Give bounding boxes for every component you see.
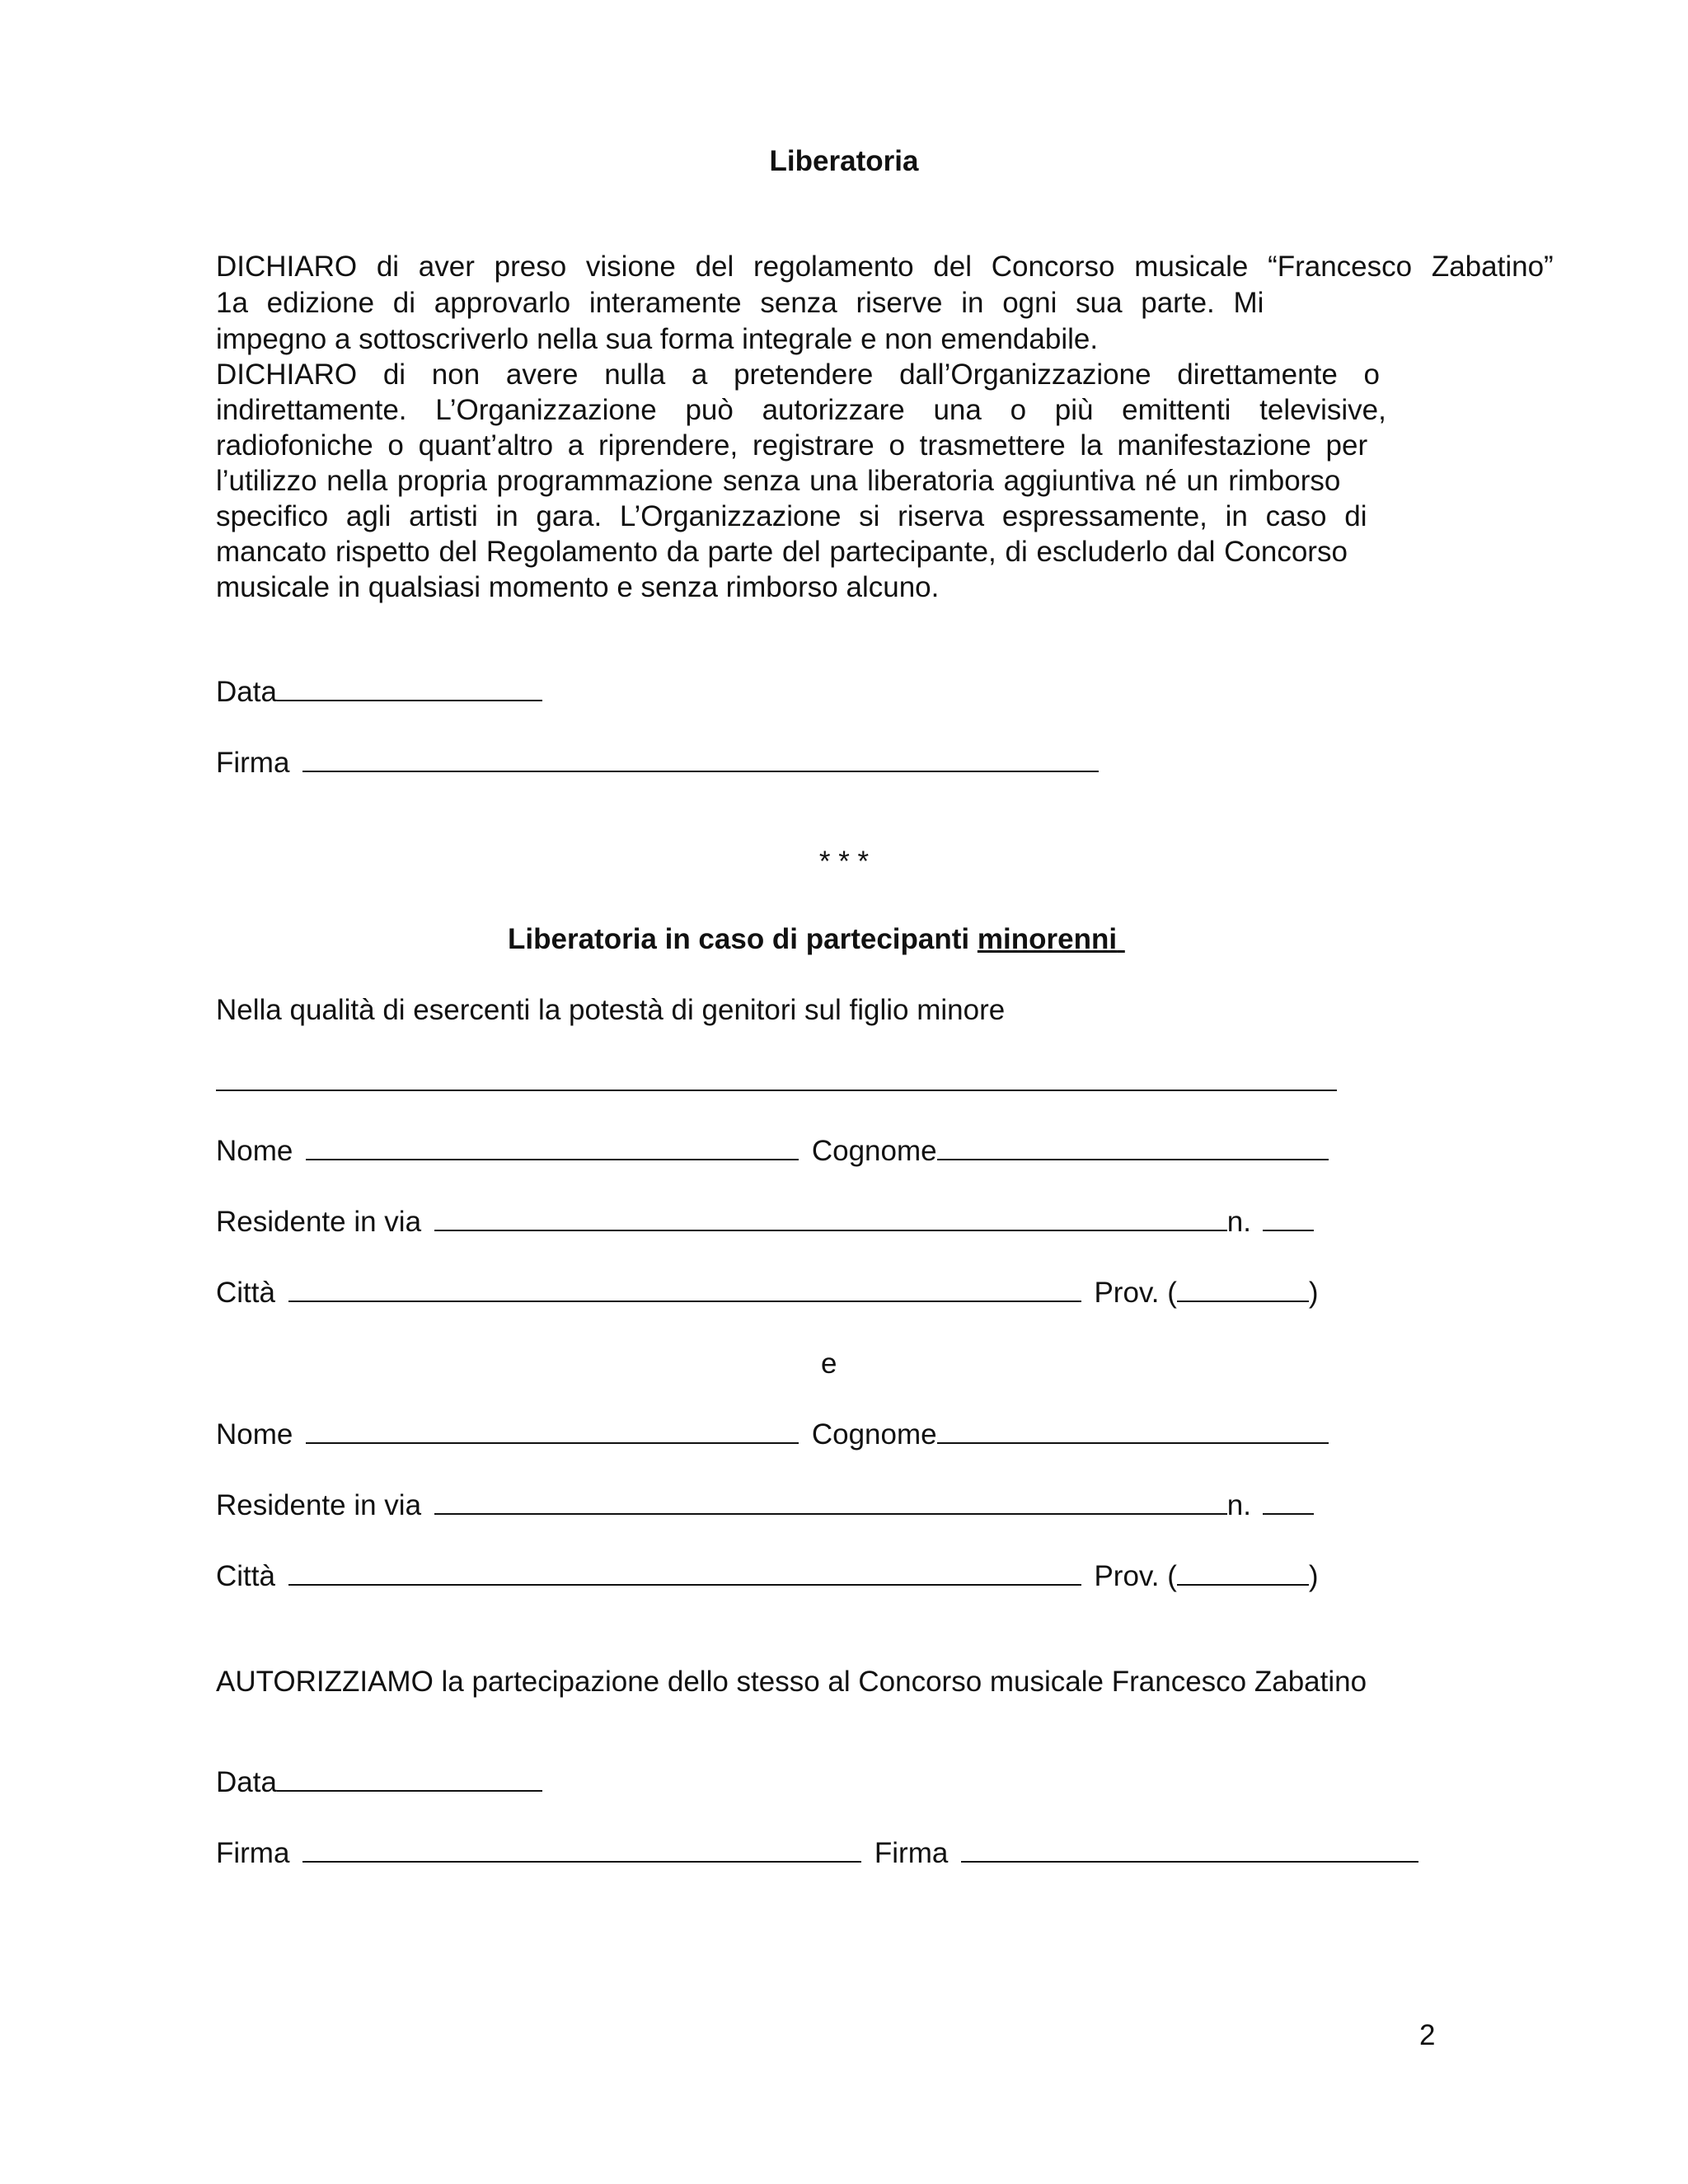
nome-label: Nome <box>216 1418 293 1451</box>
page-number: 2 <box>1419 2019 1436 2051</box>
date-label: Data <box>216 676 277 708</box>
parent2-nome-blank[interactable] <box>306 1418 799 1444</box>
parent1-via-blank[interactable] <box>434 1205 1227 1231</box>
signature-label: Firma <box>216 1837 290 1869</box>
parent2-city-row <box>216 1558 1319 1595</box>
declaration-text-6: radiofoniche o quant’altro a riprendere, registrare o trasmettere la manifestazione per <box>216 429 1368 462</box>
declaration-text-7: l’utilizzo nella propria programmazione senza una liberatoria aggiuntiva né un rimborso <box>216 465 1341 497</box>
prov-close: ) <box>1308 1560 1319 1592</box>
declaration-text-10: musicale in qualsiasi momento e senza rimborso alcuno. <box>216 571 940 603</box>
date-field-1[interactable] <box>216 674 542 710</box>
declaration-text-1: DICHIARO di aver preso visione del regolamento del Concorso musicale “Francesco Zabatino” <box>216 251 1554 283</box>
minor-name-blank[interactable] <box>216 1090 1337 1091</box>
numero-label: n. <box>1226 1206 1251 1238</box>
date-label: Data <box>216 1766 277 1798</box>
parent2-prov-blank[interactable] <box>1177 1559 1309 1586</box>
conjunction-e: e <box>821 1347 837 1380</box>
date-blank[interactable] <box>277 675 542 701</box>
nome-label: Nome <box>216 1135 293 1167</box>
cognome-label: Cognome <box>811 1418 937 1451</box>
declaration-text-2: 1a edizione di approvarlo interamente senza riserve in ogni sua parte. Mi <box>216 287 1264 319</box>
signature-field-1[interactable] <box>216 745 1099 781</box>
parent2-numero-blank[interactable] <box>1263 1488 1314 1515</box>
parent2-citta-blank[interactable] <box>288 1559 1081 1586</box>
minors-title-prefix: Liberatoria in caso di partecipanti <box>508 923 978 955</box>
section-separator: * * * <box>818 846 870 878</box>
parent1-city-row <box>216 1275 1319 1311</box>
declaration-text-9: mancato rispetto del Regolamento da parte del partecipante, di escluderlo dal Concorso <box>216 536 1348 568</box>
prov-label: Prov. ( <box>1094 1277 1177 1309</box>
date-field-2[interactable] <box>216 1765 542 1801</box>
date-blank[interactable] <box>277 1765 542 1792</box>
residente-label: Residente in via <box>216 1489 422 1521</box>
parent2-cognome-blank[interactable] <box>937 1418 1329 1444</box>
citta-label: Città <box>216 1277 275 1309</box>
parent1-address-row <box>216 1204 1314 1240</box>
declaration-text-4: DICHIARO di non avere nulla a pretendere dall’Organizzazione direttamente o <box>216 359 1380 391</box>
citta-label: Città <box>216 1560 275 1592</box>
parent1-cognome-blank[interactable] <box>937 1134 1329 1160</box>
page-title: Liberatoria <box>769 145 919 177</box>
declaration-text-3: impegno a sottoscriverlo nella sua forma integrale e non emendabile. <box>216 323 1099 355</box>
cognome-label: Cognome <box>811 1135 937 1167</box>
parent2-via-blank[interactable] <box>434 1488 1227 1515</box>
signature-fields-2 <box>216 1835 1418 1872</box>
parent1-prov-blank[interactable] <box>1177 1276 1309 1302</box>
minors-section-title <box>508 921 1125 958</box>
parent2-name-row <box>216 1417 1329 1453</box>
declaration-text-8: specifico agli artisti in gara. L’Organizzazione si riserva espressamente, in caso di <box>216 500 1367 532</box>
parent1-name-row <box>216 1133 1329 1169</box>
parent1-nome-blank[interactable] <box>306 1134 799 1160</box>
numero-label: n. <box>1226 1489 1251 1521</box>
parent1-citta-blank[interactable] <box>288 1276 1081 1302</box>
authorization-text: AUTORIZZIAMO la partecipazione dello stesso al Concorso musicale Francesco Zabatino <box>216 1666 1367 1698</box>
declaration-text-5: indirettamente. L’Organizzazione può autorizzare una o più emittenti televisive, <box>216 394 1386 426</box>
minors-title-underlined: minorenni <box>977 923 1118 955</box>
declaration-line-1 <box>216 249 1596 285</box>
signature-blank[interactable] <box>302 746 1099 772</box>
signature-label: Firma <box>216 747 290 779</box>
parent1-numero-blank[interactable] <box>1263 1205 1314 1231</box>
signature-blank-parent2[interactable] <box>961 1836 1418 1863</box>
minors-intro: Nella qualità di esercenti la potestà di genitori sul figlio minore <box>216 994 1006 1026</box>
signature-blank-parent1[interactable] <box>302 1836 861 1863</box>
prov-label: Prov. ( <box>1094 1560 1177 1592</box>
signature-label: Firma <box>874 1837 949 1869</box>
residente-label: Residente in via <box>216 1206 422 1238</box>
prov-close: ) <box>1308 1277 1319 1309</box>
parent2-address-row <box>216 1488 1314 1524</box>
